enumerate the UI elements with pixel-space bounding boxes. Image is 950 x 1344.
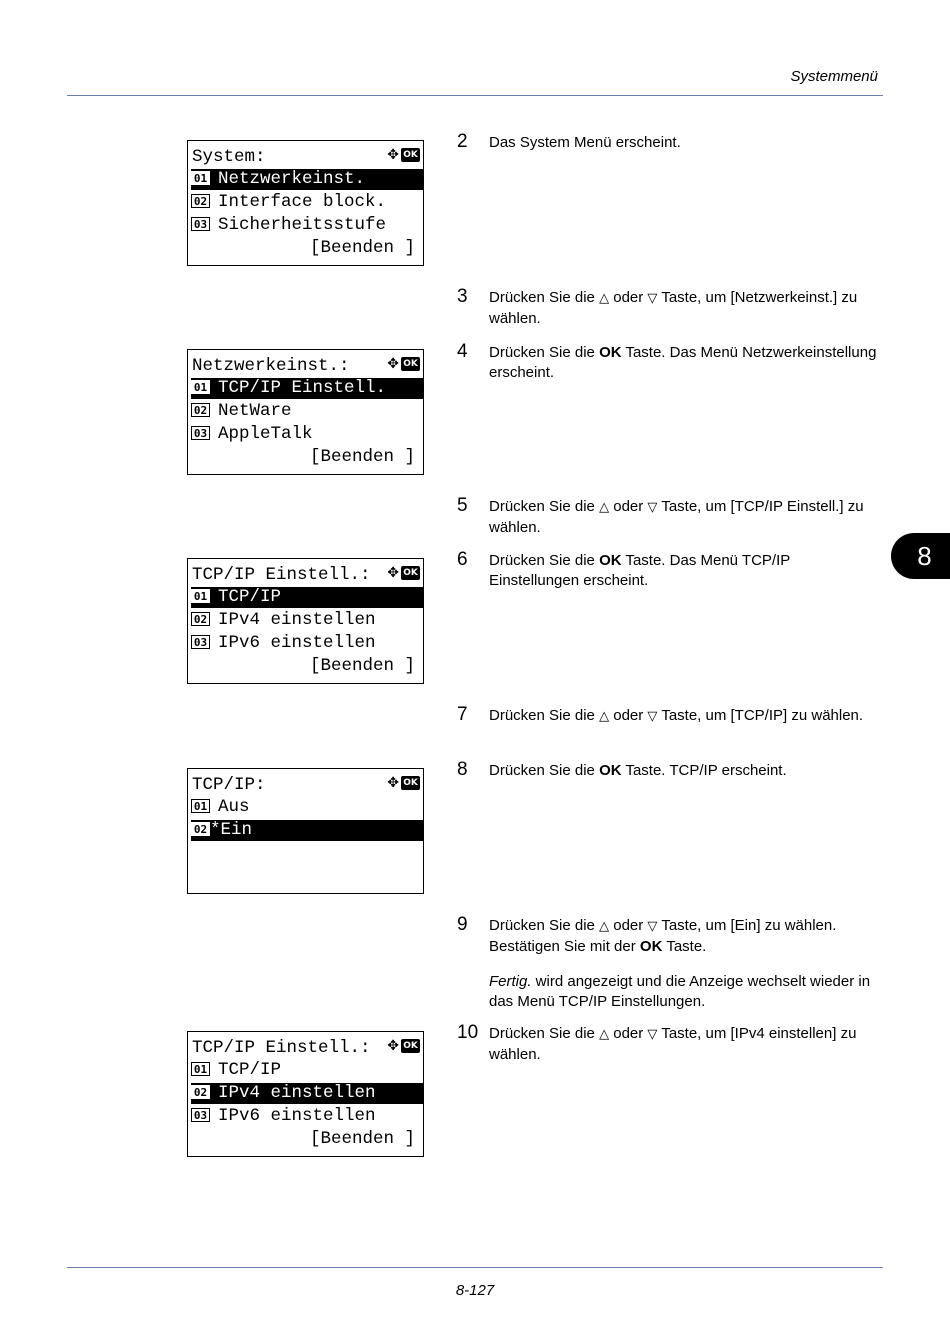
step-text: Drücken Sie die △ oder ▽ Taste, um [Ein] zu wählen. Bestätigen Sie mit der OK Taste. Fertig. wird angezeigt und die Anzeige wechselt wieder in das Menü TCP/IP Einstellungen.: [489, 917, 871, 1010]
item-label: Aus: [218, 797, 250, 817]
step-number: 4: [457, 341, 468, 362]
four-way-arrow-icon: ✥: [387, 147, 399, 163]
item-number-badge: 01: [191, 1062, 210, 1076]
lcd-menu-item: [191, 1106, 423, 1127]
footer-rule: [67, 1267, 883, 1268]
lcd-screen: [187, 558, 424, 684]
lcd-menu-item: [191, 820, 423, 841]
lcd-screen: [187, 349, 424, 475]
lcd-end-softkey: [Beenden ]: [309, 1129, 415, 1149]
lcd-key-icons: [387, 148, 420, 162]
lcd-screen: [187, 768, 424, 894]
item-number-badge: 01: [191, 799, 210, 813]
lcd-menu-item: [191, 797, 423, 818]
lcd-title: System:: [192, 147, 266, 167]
ok-key-icon: OK: [401, 148, 420, 162]
lcd-title: TCP/IP Einstell.:: [192, 1038, 371, 1058]
step-number: 7: [457, 704, 468, 725]
item-label: NetWare: [218, 401, 292, 421]
step-text: Drücken Sie die △ oder ▽ Taste, um [IPv4 einstellen] zu wählen.: [489, 1025, 857, 1063]
page-number: 8-127: [455, 1282, 495, 1299]
item-label: IPv6 einstellen: [218, 633, 376, 653]
item-number-badge: 02: [191, 1085, 210, 1099]
item-label: Netzwerkeinst.: [218, 169, 366, 189]
lcd-title: Netzwerkeinst.:: [192, 356, 350, 376]
lcd-screen: [187, 140, 424, 266]
item-number-badge: 01: [191, 380, 210, 394]
lcd-menu-item: [191, 587, 423, 608]
item-label: *Ein: [210, 820, 253, 840]
item-number-badge: 02: [191, 612, 210, 626]
item-number-badge: 02: [191, 403, 210, 417]
lcd-end-softkey: [Beenden ]: [309, 447, 415, 467]
item-number-badge: 02: [191, 194, 210, 208]
lcd-title: TCP/IP Einstell.:: [192, 565, 371, 585]
item-number-badge: 03: [191, 635, 210, 649]
ok-key-icon: OK: [401, 566, 420, 580]
step-number: 3: [457, 286, 468, 307]
lcd-title: TCP/IP:: [192, 775, 266, 795]
ok-key-icon: OK: [401, 776, 420, 790]
step-text: Drücken Sie die △ oder ▽ Taste, um [Netzwerkeinst.] zu wählen.: [489, 289, 858, 327]
item-label: Sicherheitsstufe: [218, 215, 387, 235]
item-label: Interface block.: [218, 192, 387, 212]
item-label: IPv4 einstellen: [218, 1083, 376, 1103]
four-way-arrow-icon: ✥: [387, 1038, 399, 1054]
lcd-menu-item: [191, 192, 423, 213]
step-text: Drücken Sie die OK Taste. Das Menü TCP/IP Einstellungen erscheint.: [489, 552, 790, 589]
step-text: Das System Menü erscheint.: [489, 134, 681, 151]
item-number-badge: 01: [191, 171, 210, 185]
step-number: 9: [457, 914, 468, 935]
ok-key-icon: OK: [401, 357, 420, 371]
lcd-menu-item: [191, 215, 423, 236]
item-number-badge: 02: [191, 822, 210, 836]
step-number: 5: [457, 495, 468, 516]
lcd-menu-item: [191, 1083, 423, 1104]
lcd-key-icons: [387, 1039, 420, 1053]
item-label: IPv6 einstellen: [218, 1106, 376, 1126]
lcd-end-softkey: [Beenden ]: [309, 656, 415, 676]
four-way-arrow-icon: ✥: [387, 565, 399, 581]
lcd-key-icons: [387, 776, 420, 790]
item-number-badge: 03: [191, 1108, 210, 1122]
lcd-screen: [187, 1031, 424, 1157]
lcd-menu-item: [191, 401, 423, 422]
step-number: 2: [457, 131, 468, 152]
item-number-badge: 01: [191, 589, 210, 603]
header-rule: [67, 95, 883, 96]
lcd-end-softkey: [Beenden ]: [309, 238, 415, 258]
lcd-menu-item: [191, 633, 423, 654]
lcd-key-icons: [387, 357, 420, 371]
chapter-tab: 8: [891, 533, 950, 579]
step-number: 6: [457, 549, 468, 570]
item-label: IPv4 einstellen: [218, 610, 376, 630]
four-way-arrow-icon: ✥: [387, 356, 399, 372]
lcd-menu-item: [191, 378, 423, 399]
lcd-menu-item: [191, 169, 423, 190]
lcd-menu-item: [191, 424, 423, 445]
item-label: TCP/IP: [218, 587, 282, 607]
step-number: 10: [457, 1022, 479, 1043]
item-number-badge: 03: [191, 217, 210, 231]
step-number: 8: [457, 759, 468, 780]
ok-key-icon: OK: [401, 1039, 420, 1053]
item-label: TCP/IP Einstell.: [218, 378, 387, 398]
item-number-badge: 03: [191, 426, 210, 440]
step-text: Drücken Sie die OK Taste. Das Menü Netzwerkeinstellung erscheint.: [489, 344, 877, 381]
step-text: Drücken Sie die △ oder ▽ Taste, um [TCP/IP Einstell.] zu wählen.: [489, 498, 864, 536]
item-label: AppleTalk: [218, 424, 313, 444]
running-header: Systemmenü: [790, 68, 878, 85]
lcd-menu-item: [191, 1060, 423, 1081]
lcd-key-icons: [387, 566, 420, 580]
step-text: Drücken Sie die △ oder ▽ Taste, um [TCP/IP] zu wählen.: [489, 707, 864, 724]
step-text: Drücken Sie die OK Taste. TCP/IP erscheint.: [489, 762, 787, 779]
four-way-arrow-icon: ✥: [387, 775, 399, 791]
item-label: TCP/IP: [218, 1060, 282, 1080]
lcd-menu-item: [191, 610, 423, 631]
